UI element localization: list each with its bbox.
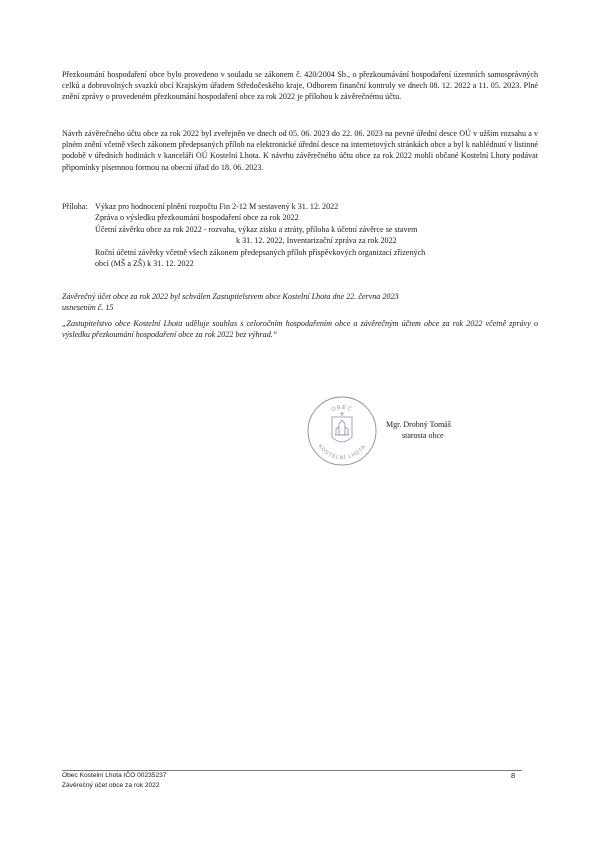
attachment-item-3: Účetní závěrku obce za rok 2022 - rozvaha, výkaz zisku a ztráty, příloha k účetní závěrce se stavem	[95, 225, 418, 234]
attachments-label: Příloha:	[62, 202, 88, 211]
approval-quote: „Zastupitelstvo obce Kostelní Lhota uděluje souhlas s celoročním hospodařením obce a závěrečným účtem obce za rok 2022 včetně zprávy o výsledku přezkoumání hospodaření obce za rok 2022 bez výhrad.“	[62, 319, 538, 340]
approval-statement: Závěrečný účet obce za rok 2022 byl schválen Zastupitelstvem obce Kostelní Lhota dne 22. června 2023	[62, 292, 399, 301]
stamp-top-text: OBEC	[330, 404, 354, 414]
signatory-name: Mgr. Drobný Tomáš	[386, 420, 451, 429]
audit-paragraph: Přezkoumání hospodaření obce bylo provedeno v souladu se zákonem č. 420/2004 Sb., o přezkoumávání hospodaření územních samosprávných celků a dobrovolných svazků obcí Krajským úřadem Středočeského kraje, Odborem finanční kontroly ve dnech 08. 12. 2022 a 11. 05. 2023. Plné znění zprávy o provedeném přezkoumání hospodaření obce za rok 2022 je přílohou k závěrečnému účtu.	[62, 70, 538, 102]
church-emblem	[332, 412, 352, 442]
publication-paragraph: Návrh závěrečného účtu obce za rok 2022 byl zveřejněn ve dnech od 05. 06. 2023 do 22. 06. 2023 na pevné úřední desce OÚ v užším rozsahu a v plném znění včetně všech zákonem předepsaných příloh na elektronické úřední desce na internetových stránkách obce a byl k nahlédnutí v listinné podobě v úředních hodinách v kanceláři OÚ Kostelní Lhota. K návrhu závěrečného účtu obce za rok 2022 mohli občané Kostelní Lhoty podávat připomínky písemnou formou na obecní úřad do 18. 06. 2023.	[62, 129, 538, 172]
attachment-item-2: Zpráva o výsledku přezkoumání hospodaření obce za rok 2022	[95, 213, 299, 222]
attachment-item-4-cont: obcí (MŠ a ZŠ) k 31. 12. 2022	[95, 259, 194, 268]
attachment-item-3-cont: k 31. 12. 2022, Inventarizační zpráva za rok 2022	[236, 236, 397, 245]
attachment-item-1: Výkaz pro hodnocení plnění rozpočtu Fin 2-12 M sestavený k 31. 12. 2022	[95, 202, 339, 211]
footer-organization: Obec Kostelní Lhota IČO 00235237	[62, 772, 167, 779]
approval-resolution: usnesením č. 15	[62, 303, 114, 312]
attachment-item-4: Roční účetní závěrky včetně všech zákonem předepsaných příloh příspěvkových organizací zřízených	[95, 248, 426, 257]
page-number: 8	[511, 771, 516, 780]
signatory-title: starosta obce	[402, 431, 444, 440]
stamp-bottom-text: KOSTELNÍ LHOTA	[316, 443, 368, 462]
footer-document-title: Závěrečný účet obce za rok 2022	[62, 782, 160, 789]
municipal-stamp	[306, 395, 378, 467]
